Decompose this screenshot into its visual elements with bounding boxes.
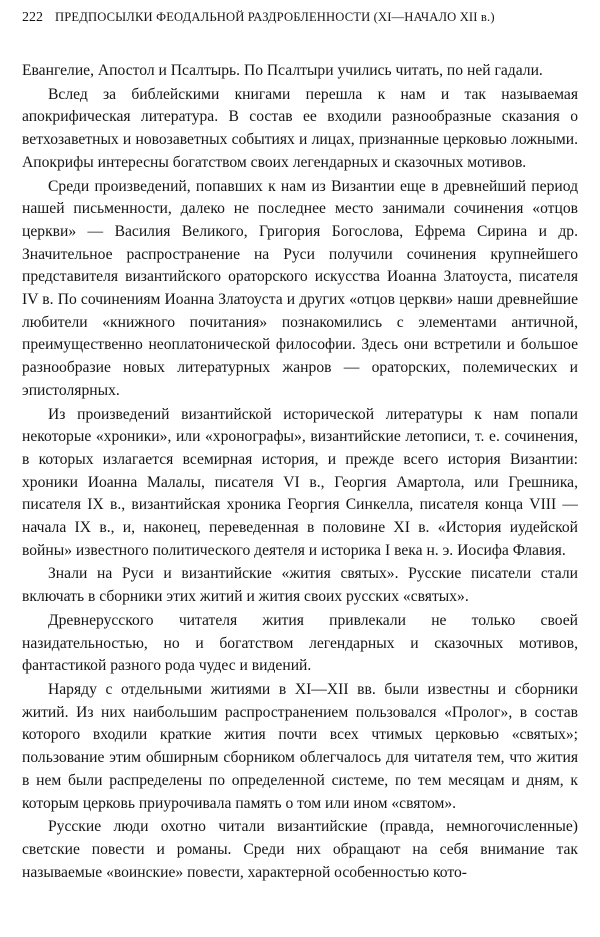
page-header [22, 10, 578, 32]
paragraph: Наряду с отдельными житиями в XI—XII вв. были известны и сборники житий. Из них наибольшим распространением пользовался «Пролог», в состав которого входили краткие жития почти всех чтимых церковью «святых»; пользование этим обширным сборником облегчалось для читателя тем, что жития в нем были распределены по определенной системе, по тем месяцам и дням, к которым церковь приурочивала память о том или ином «святом». [22, 680, 578, 812]
paragraph: Среди произведений, попавших к нам из Византии еще в древнейший период нашей письменности, далеко не последнее место занимали сочинения «отцов церкви» — Василия Великого, Григория Богослова, Ефрема Сирина и др. Значительное распространение на Руси получили сочинения крупнейшего представителя византийского ораторского искусства Иоанна Златоуста, писателя IV в. По сочинениям Иоанна Златоуста и других «отцов церкви» наши древнейшие любители «книжного почитания» познакомились с элементами античной, преимущественно неоплатонической философии. Здесь они встретили и большое разнообразие новых литературных жанров — ораторских, полемических и эпистолярных. [22, 177, 578, 399]
paragraph: Вслед за библейскими книгами перешла к нам и так называемая апокрифическая литература. В состав ее входили разнообразные сказания о ветхозаветных и новозаветных событиях и лицах, признанные церковью ложными. Апокрифы интересны богатством своих легендарных и сказочных мотивов. [22, 85, 578, 171]
body-text [22, 60, 578, 884]
book-page [22, 10, 578, 930]
paragraph: Из произведений византийской исторической литературы к нам попали некоторые «хроники», или «хронографы», византийские летописи, т. е. сочинения, в которых излагается всемирная история, и прежде всего история Византии: хроники Иоанна Малалы, писателя VI в., Георгия Амартола, или Грешника, писателя IX в., византийская хроника Георгия Синкелла, писателя конца VIII — начала IX в., и, наконец, переведенная в половине XI в. «История иудейской войны» известного политического деятеля и историка I века н. э. Иосифа Флавия. [22, 405, 578, 559]
paragraph: Русские люди охотно читали византийские (правда, немногочисленные) светские повести и романы. Среди них обращают на себя внимание так называемые «воинские» повести, характерной особенностью кото- [22, 818, 578, 881]
page-number: 222 [22, 10, 43, 25]
running-title: ПРЕДПОСЫЛКИ ФЕОДАЛЬНОЙ РАЗДРОБЛЕННОСТИ (XI—НАЧАЛО XII в.) [55, 10, 495, 24]
paragraph: Знали на Руси и византийские «жития святых». Русские писатели стали включать в сборники этих житий и жития своих русских «святых». [22, 565, 578, 606]
paragraph: Древнерусского читателя жития привлекали не только своей назидательностью, но и богатством легендарных и сказочных мотивов, фантастикой разного рода чудес и видений. [22, 611, 578, 675]
paragraph: Евангелие, Апостол и Псалтырь. По Псалтыри учились читать, по ней гадали. [22, 62, 543, 79]
